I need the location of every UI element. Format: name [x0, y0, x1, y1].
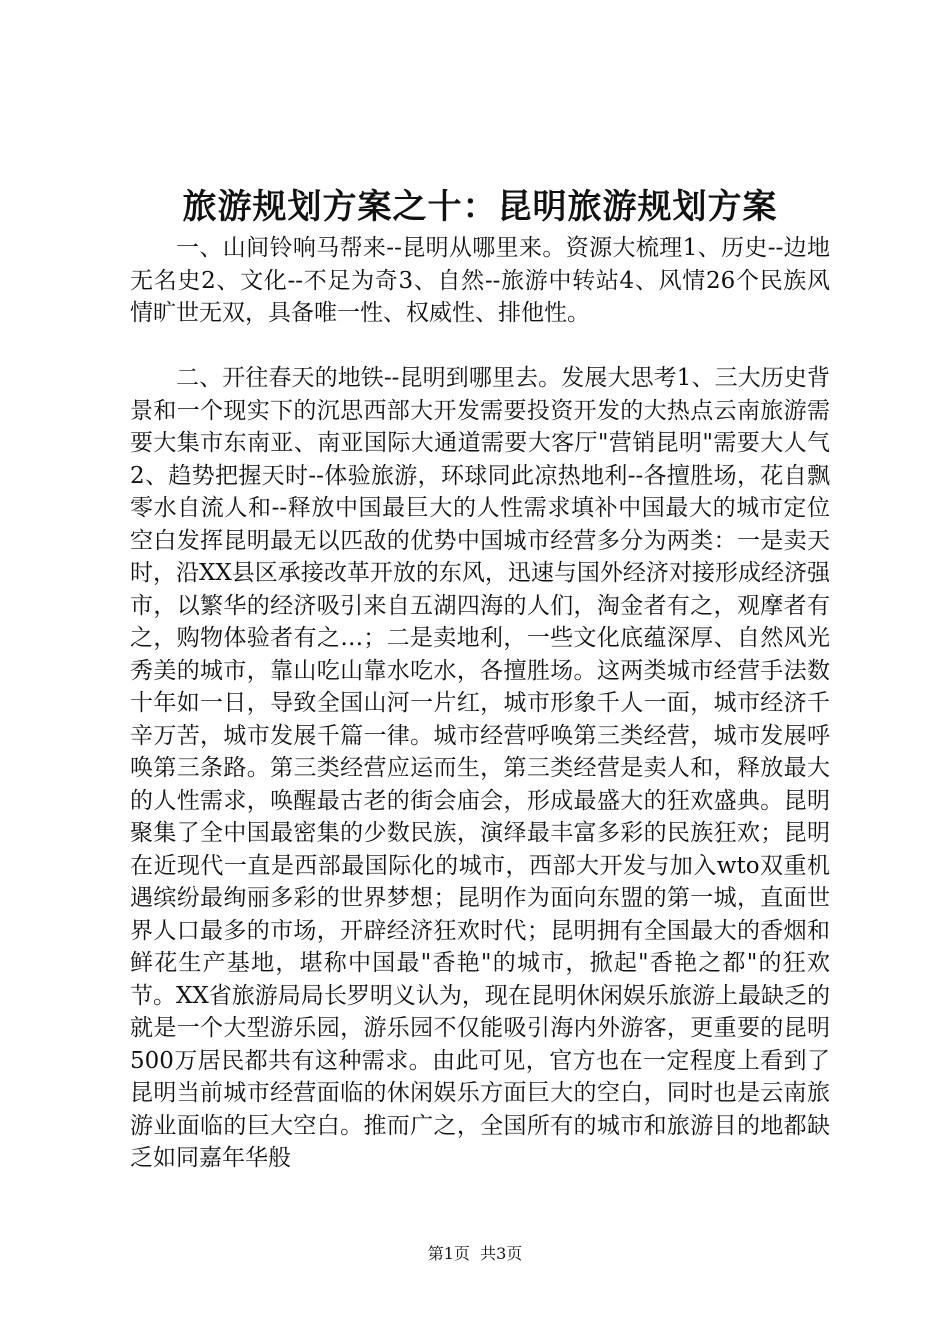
document-body: [130, 232, 830, 1175]
page-footer: 第1页 共3页: [427, 1244, 523, 1263]
document-title: 旅游规划方案之十：昆明旅游规划方案: [182, 187, 778, 227]
paragraph-1: 一、山间铃响马帮来--昆明从哪里来。资源大梳理1、历史--边地无名史2、文化--不足为奇3、自然--旅游中转站4、风情26个民族风情旷世无双，具备唯一性、权威性、排他性。: [130, 235, 830, 326]
paragraph-2: 二、开往春天的地铁--昆明到哪里去。发展大思考1、三大历史背景和一个现实下的沉思西部大开发需要投资开发的大热点云南旅游需要大集市东南亚、南亚国际大通道需要大客厅"营销昆明"需要大人气2、趋势把握天时--体验旅游，环球同此凉热地利--各擅胜场，花自飘零水自流人和--释放中国最巨大的人性需求填补中国最大的城市定位空白发挥昆明最无以匹敌的优势中国城市经营多分为两类：一是卖天时，沿XX县区承接改革开放的东风，迅速与国外经济对接形成经济强市，以繁华的经济吸引来自五湖四海的人们，淘金者有之，观摩者有之，购物体验者有之…；二是卖地利，一些文化底蕴深厚、自然风光秀美的城市，靠山吃山靠水吃水，各擅胜场。这两类城市经营手法数十年如一日，导致全国山河一片红，城市形象千人一面，城市经济千辛万苦，城市发展千篇一律。城市经营呼唤第三类经营，城市发展呼唤第三条路。第三类经营应运而生，第三类经营是卖人和，释放最大的人性需求，唤醒最古老的街会庙会，形成最盛大的狂欢盛典。昆明聚集了全中国最密集的少数民族，演绎最丰富多彩的民族狂欢；昆明在近现代一直是西部最国际化的城市，西部大开发与加入wto双重机遇缤纷最绚丽多彩的世界梦想；昆明作为面向东盟的第一城，直面世界人口最多的市场，开辟经济狂欢时代；昆明拥有全国最大的香烟和鲜花生产基地，堪称中国最"香艳"的城市，掀起"香艳之都"的狂欢节。XX省旅游局局长罗明义认为，现在昆明休闲娱乐旅游上最缺乏的就是一个大型游乐园，游乐园不仅能吸引海内外游客，更重要的昆明500万居民都共有这种需求。由此可见，官方也在一定程度上看到了昆明当前城市经营面临的休闲娱乐方面巨大的空白，同时也是云南旅游业面临的巨大空白。推而广之，全国所有的城市和旅游目的地都缺乏如同嘉年华般: [130, 365, 830, 1171]
